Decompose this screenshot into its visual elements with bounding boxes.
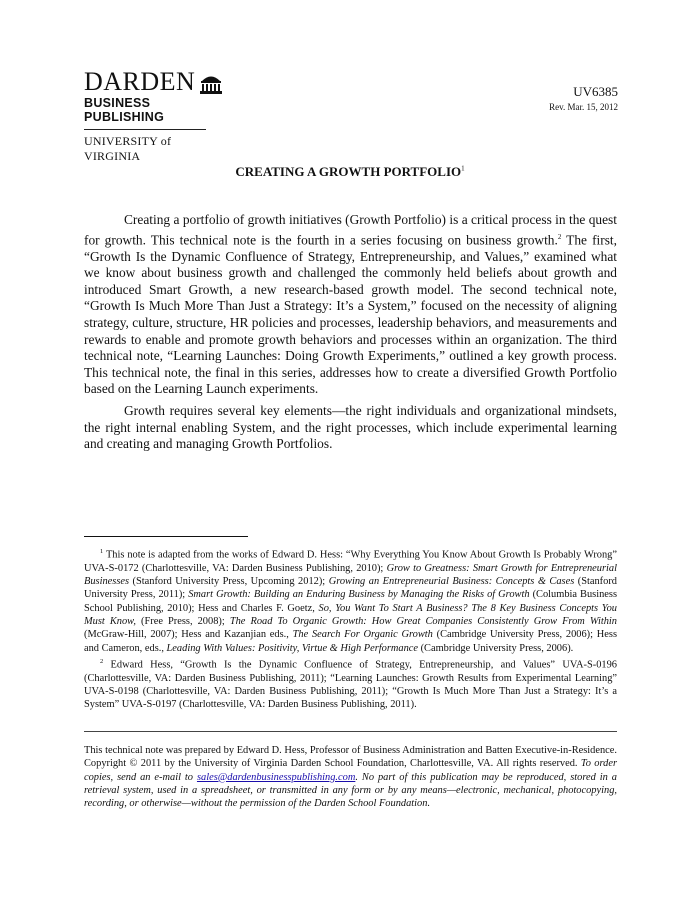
footnote-mark-2: 2 — [557, 232, 562, 241]
footnote-1-title: Growing an Entrepreneurial Business: Concepts & Cases — [328, 576, 575, 588]
copyright-order-text: To order copies, send an e-mail to — [84, 758, 617, 783]
footnote-1-text: This note is adapted from the works of Edward D. Hess: “Why Everything You Know About Growth Is Probably Wrong” UVA-S-0172 (Charlottesville, VA: Darden Business Publishing, 2010); — [84, 549, 617, 574]
footnote-divider — [84, 536, 248, 537]
paragraph-1-part-b: The first, “Growth Is the Dynamic Confluence of Strategy, Entrepreneurship, and Values,” examined what we know about business growth and challenged the commonly held beliefs about growth and introduced Smart Growth, a new research-based growth model. The second technical note, “Growth Is Much More Than Just a Strategy: It’s a System,” focused on the necessity of aligning strategy, culture, structure, HR policies and processes, leadership behaviors, and measurements and rewards to enable and promote growth behaviors and processes within an organization. The third technical note, “Learning Launches: Doing Growth Experiments,” outlined a key growth process. This technical note, the final in this series, addresses how to create a diversified Growth Portfolio based on the Learning Launch experiments. — [84, 232, 617, 397]
logo-darden-text: DARDEN — [84, 67, 196, 96]
logo-divider — [84, 129, 206, 130]
footnote-1-title: Grow to Greatness: Smart Growth for Entrepreneurial Businesses — [84, 562, 617, 588]
title-footnote-mark: 1 — [461, 164, 465, 173]
case-number: UV6385 — [573, 84, 618, 99]
copyright-rights-text: . No part of this publication may be reproduced, stored in a retrieval system, used in a spreadsheet, or transmitted in any form or by any means—electronic, mechanical, photocopying, recording, or otherwise—without the permission of the Darden School Foundation. — [84, 771, 617, 810]
footnote-2 — [84, 655, 617, 712]
case-number-block — [549, 84, 618, 112]
title-text: CREATING A GROWTH PORTFOLIO — [235, 164, 462, 179]
footnote-1 — [84, 545, 617, 655]
footnote-1-title: Leading With Values: Positivity, Virtue & High Performance — [166, 642, 418, 654]
sales-email-link[interactable]: sales@dardenbusinesspublishing.com — [196, 771, 356, 783]
footnote-1-text: (Cambridge University Press, 2006). — [418, 642, 574, 654]
logo-business-publishing: BUSINESS PUBLISHING — [84, 96, 165, 124]
copyright-notice — [84, 744, 617, 810]
footnote-1-title: Smart Growth: Building an Enduring Business by Managing the Risks of Growth — [188, 589, 530, 601]
footnote-1-text: (Cambridge University Press, 2006); Hess and Cameron, eds., — [84, 629, 617, 654]
footnote-1-title: So, You Want To Start A Business? The 8 Key Business Concepts You Must Know, — [84, 602, 617, 627]
paragraph-1-part-a: Creating a portfolio of growth initiatives (Growth Portfolio) is a critical process in the quest for growth. This technical note is the fourth in a series focusing on business growth. — [84, 212, 617, 248]
rotunda-icon — [199, 72, 223, 94]
logo-university: UNIVERSITY of VIRGINIA — [84, 134, 172, 163]
footnote-1-text: (Free Press, 2008); — [135, 615, 230, 627]
darden-logo — [84, 67, 224, 164]
paragraph-2 — [84, 403, 617, 453]
logo-top-row — [84, 67, 224, 96]
footnote-2-mark: 2 — [100, 657, 104, 665]
footnote-1-mark: 1 — [100, 548, 104, 555]
document-title — [0, 164, 700, 180]
copyright-text: This technical note was prepared by Edward D. Hess, Professor of Business Administration and Batten Executive-in-Residence. Copyright © 2011 by the University of Virginia Darden School Foundation, Charlottesville, VA. All rights reserved. — [84, 745, 617, 770]
footnote-1-title: The Road To Organic Growth: How Great Companies Consistently Grow From Within — [229, 615, 617, 627]
paragraph-2-text: Growth requires several key elements—the right individuals and organizational mindsets, the right internal enabling System, and the right processes, which include experimental learning and creating and managing Growth Portfolios. — [84, 403, 617, 452]
paragraph-1 — [84, 212, 617, 398]
footnote-1-text: (McGraw-Hill, 2007); Hess and Kazanjian eds., — [84, 629, 293, 641]
footnote-1-title: The Search For Organic Growth — [292, 629, 433, 641]
footnote-2-text: Edward Hess, “Growth Is the Dynamic Confluence of Strategy, Entrepreneurship, and Values” UVA-S-0196 (Charlottesville, VA: Darden Business Publishing, 2011); “Learning Launches: Growth Results from Experimental Learning” UVA-S-0198 (Charlottesville, VA: Darden Business Publishing, 2011); “Growth Is Much More Than Just a Strategy: It’s a System” UVA-S-0197 (Charlottesville, VA: Darden Business Publishing, 2011). — [84, 659, 617, 711]
footnote-1-text: (Columbia Business School Publishing, 2010); Hess and Charles F. Goetz, — [84, 589, 617, 614]
footnotes — [84, 545, 617, 712]
footnote-1-text: (Stanford University Press, Upcoming 2012); — [129, 576, 329, 588]
footnote-1-text: (Stanford University Press, 2011); — [84, 576, 617, 601]
copyright-divider — [84, 731, 617, 732]
revision-date: Rev. Mar. 15, 2012 — [549, 102, 618, 112]
